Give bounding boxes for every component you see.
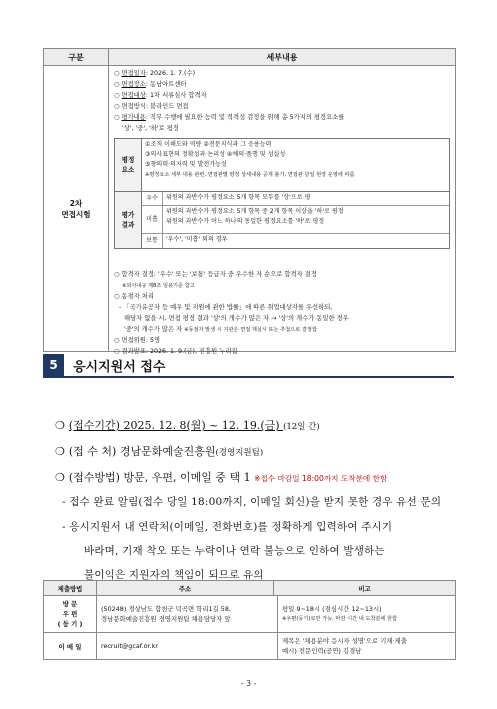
interview-target-line: ○ 면접대상: 1차 서류심사 합격자	[114, 92, 207, 99]
method-email: 이 메 일	[44, 633, 97, 659]
submission-row-email	[44, 633, 455, 659]
evaluation-content-cont: '상', '중', '하'로 평정	[122, 125, 179, 132]
table-header-row	[44, 49, 455, 66]
section-number: 5	[43, 354, 64, 376]
category-cell	[44, 66, 109, 351]
pass-decision-note: ※외사내규 제8조 임용기준 참고	[122, 283, 195, 289]
eval-factors-list	[142, 139, 449, 191]
eval-factor-line: ⑤창의력·의지력 및 발전가능성	[145, 161, 227, 168]
result-announcement-line: ○ 결과발표: 2026. 1. 9.(금), 진흥원 누리집	[114, 348, 238, 355]
eval-factor-note: ※평정요소 세부 내용 관련, 면접관별 평정 상세내용 공개 불가, 면접관 당일 현장 운영에 따름	[145, 172, 355, 178]
eval-result-list	[142, 192, 449, 248]
pass-decision-line: ○ 합격자 결정: '우수' 또는 '보통' 등급자 중 우수한 자 순으로 합격자 결정	[114, 271, 317, 278]
interviewer-count-line: ○ 면접위원: 5명	[114, 337, 161, 344]
submission-row-mail	[44, 596, 455, 633]
application-office-item: ❍ (접 수 처) 경남문화예술진흥원(경영지원팀)	[55, 445, 264, 458]
application-period-item: ❍ (접수기간) 2025. 12. 8(월) ~ 12. 19.(금) (12일 간)	[55, 419, 320, 432]
tie-handling-law: - 「국가유공자 등 예우 및 지원에 관한 법률」에 따른 취업대상자를 우선하되,	[119, 304, 333, 311]
interview-table	[43, 48, 456, 355]
submission-header-row: 제출방법 주소 비고	[44, 581, 455, 596]
email-address[interactable]: recruit@gcaf.or.kr	[97, 633, 278, 659]
category-line1: 2차	[69, 198, 83, 208]
category-line2: 면접시험	[61, 209, 91, 219]
section-title: 응시지원서 접수	[73, 360, 166, 375]
tie-handling-detail2: '중'의 개수가 많은 자 ※동점자 발생 시 기관은 면접 재실시 또는 추첨으로 결정함	[124, 326, 317, 333]
content-cell	[109, 66, 455, 355]
confirmation-notice: - 접수 완료 알림(접수 당일 18:00까지, 이메일 회신)을 받지 못한 경우 유선 문의	[62, 496, 442, 508]
interview-method-line: ○ 면접방식: 블라인드 면접	[114, 103, 189, 110]
eval-factor-line: ③의사표현의 정확성과 논리성 ④예의·품행 및 성실성	[145, 151, 286, 158]
eval-factor-line: ①조직 이해도와 역량 ②전문지식과 그 응용능력	[145, 141, 272, 148]
result-row-poor: 미흡 위원의 과반수가 평정요소 5개 항목 중 2개 항목 이상을 '하'로 평정 위원의 과반수가 어느 하나의 동일한 평정요소를 '하'로 평정	[142, 206, 449, 234]
header-category: 구분	[44, 49, 109, 65]
mail-note: 평일 9~18시 (점심시간 12~13시) ※우편(등기)로만 가능, 마감 시간 내 도착분에 한함	[282, 605, 398, 622]
section-header	[43, 354, 454, 378]
interview-place-line: ○ 면접장소: 동남아트센터	[114, 81, 187, 88]
header-content: 세부내용	[266, 52, 298, 62]
result-row-excellent: 우수 위원의 과반수가 평정요소 5개 항목 모두를 '상'으로 평	[142, 192, 449, 206]
result-row-normal: 보통 '우수', '미흡' 외의 경우	[142, 234, 449, 248]
page-number: - 3 -	[240, 679, 257, 688]
email-note: 제목은 '채용분야 응시자 성명'으로 기재·제출 예시) 전문인력(공연) 김경남	[282, 637, 407, 655]
mail-address: (50248) 경상남도 합천군 덕곡면 학리1길 58, 경남문화예술진흥원 경영지원팀 채용담당자 앞	[97, 596, 278, 632]
eval-factors-label: 평정 요소	[115, 139, 142, 191]
evaluation-content-line: ○ 평가내용: 직무 수행에 필요한 능력 및 적격성 검정을 위해 총 5가지의 평정요소를	[114, 114, 345, 121]
tie-handling-line: ○ 동점자 처리	[114, 293, 154, 300]
submission-table	[43, 580, 456, 660]
eval-result-label: 평가 결과	[115, 192, 142, 248]
contact-notice-line1: - 응시지원서 내 연락처(이메일, 전화번호)를 정확하게 입력하여 주시기	[62, 521, 393, 533]
method-visit-mail: 방 문 우 편 ( 등 기 )	[44, 596, 97, 632]
evaluation-table	[114, 138, 450, 249]
contact-notice-line3: 불이익은 지원자의 책임이 되므로 유의	[84, 569, 264, 581]
application-method-item: ❍ (접수방법) 방문, 우편, 이메일 중 택 1 ※접수 마감일 18:00까지 도착분에 한함	[55, 471, 388, 484]
interview-date-line: ○ 면접일자: 2026. 1. 7.(수)	[114, 70, 196, 77]
contact-notice-line2: 바라며, 기재 착오 또는 누락이나 연락 불능으로 인하여 발생하는	[84, 545, 385, 557]
tie-handling-detail1: 해당자 없을 시, 면접 평정 결과 '상'의 개수가 많은 자 → '상'의 개수가 동일한 경우	[124, 315, 349, 322]
